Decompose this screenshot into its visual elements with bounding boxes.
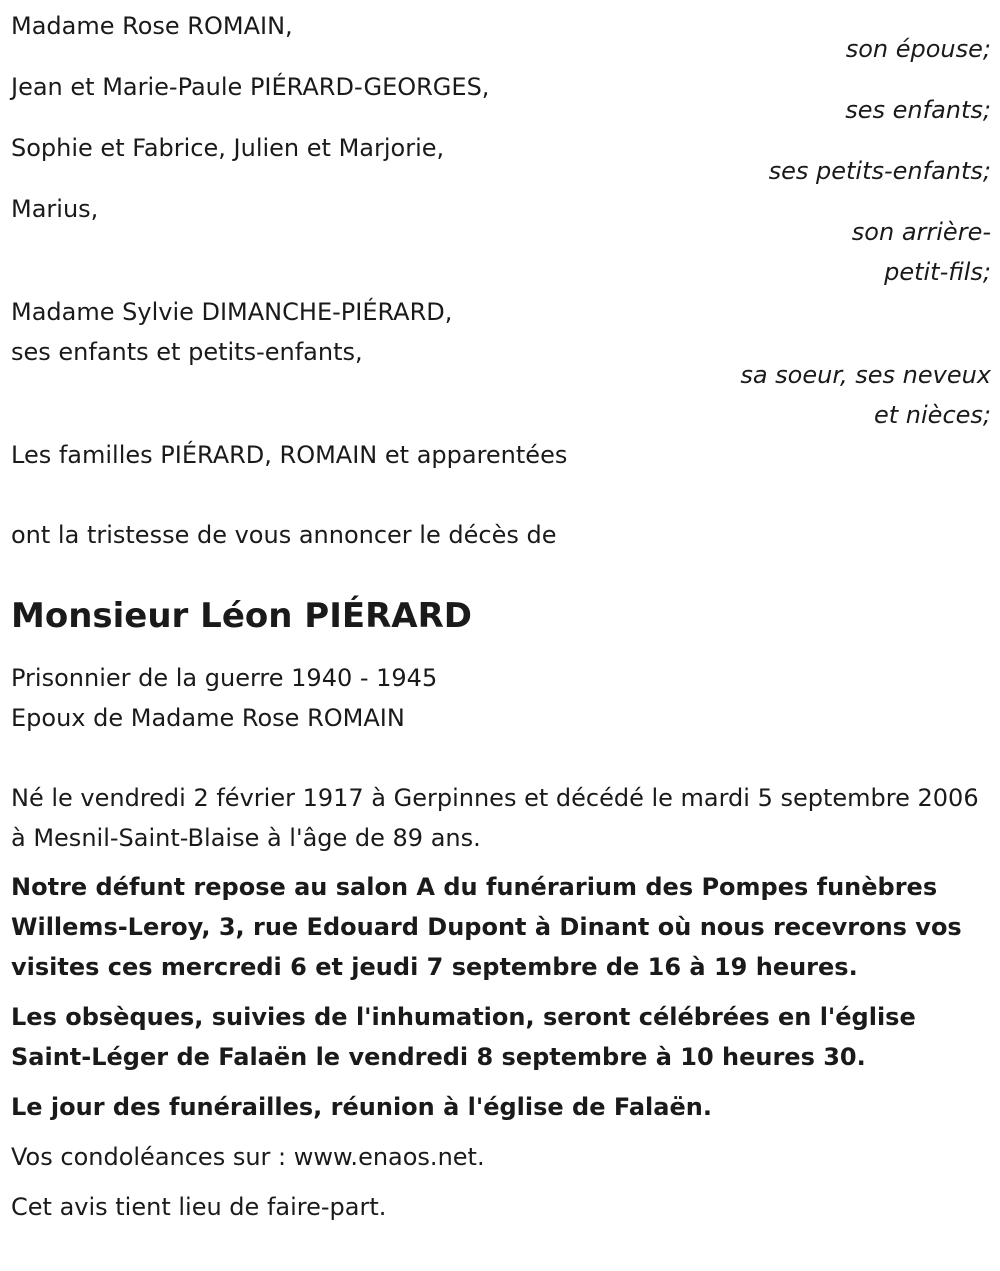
family-names: Madame Sylvie DIMANCHE-PIÉRARD, (11, 298, 453, 326)
family-group-spouse (11, 6, 991, 69)
condolences-text: Vos condoléances sur : www.enaos.net. (11, 1143, 485, 1171)
family-group-grandchildren (11, 128, 991, 191)
family-names: ses enfants et petits-enfants, (11, 338, 363, 366)
family-relation: sa soeur, ses neveux (740, 361, 991, 389)
family-relation: ses enfants; (845, 96, 991, 124)
family-relation: son épouse; (845, 35, 991, 63)
birth-death-text: Né le vendredi 2 février 1917 à Gerpinnes et décédé le mardi 5 septembre 2006 à Mesnil-Saint-Blaise à l'âge de 89 ans. (11, 784, 979, 852)
family-names: Madame Rose ROMAIN, (11, 12, 293, 40)
family-relation: petit-fils; (884, 258, 991, 286)
family-group-sister (11, 292, 991, 435)
funeral-text: Les obsèques, suivies de l'inhumation, seront célébrées en l'église Saint-Léger de Falaën le vendredi 8 septembre à 10 heures 30. (11, 1003, 916, 1071)
visitation-text: Notre défunt repose au salon A du funérarium des Pompes funèbres Willems-Leroy, 3, rue Edouard Dupont à Dinant où nous recevrons vos visites ces mercredi 6 et jeudi 7 septembre de 16 à 19 heures. (11, 873, 962, 981)
family-names: Jean et Marie-Paule PIÉRARD-GEORGES, (11, 73, 490, 101)
family-group-great-grandchild (11, 189, 991, 292)
title-line: Epoux de Madame Rose ROMAIN (11, 704, 405, 732)
obituary-notice (11, 0, 991, 1227)
family-relation: ses petits-enfants; (768, 157, 991, 185)
title-line: Prisonnier de la guerre 1940 - 1945 (11, 664, 438, 692)
family-names: Sophie et Fabrice, Julien et Marjorie, (11, 134, 445, 162)
notice-text: Cet avis tient lieu de faire-part. (11, 1193, 387, 1221)
meeting-text: Le jour des funérailles, réunion à l'église de Falaën. (11, 1093, 712, 1121)
family-group-children (11, 67, 991, 130)
deceased-titles (11, 658, 991, 738)
announce-line: ont la tristesse de vous annoncer le décès de (11, 521, 557, 549)
deceased-name: Monsieur Léon PIÉRARD (11, 596, 472, 636)
family-names: Marius, (11, 195, 99, 223)
family-relation: et nièces; (874, 401, 991, 429)
families-line: Les familles PIÉRARD, ROMAIN et apparentées (11, 441, 568, 469)
family-relation: son arrière- (851, 218, 991, 246)
